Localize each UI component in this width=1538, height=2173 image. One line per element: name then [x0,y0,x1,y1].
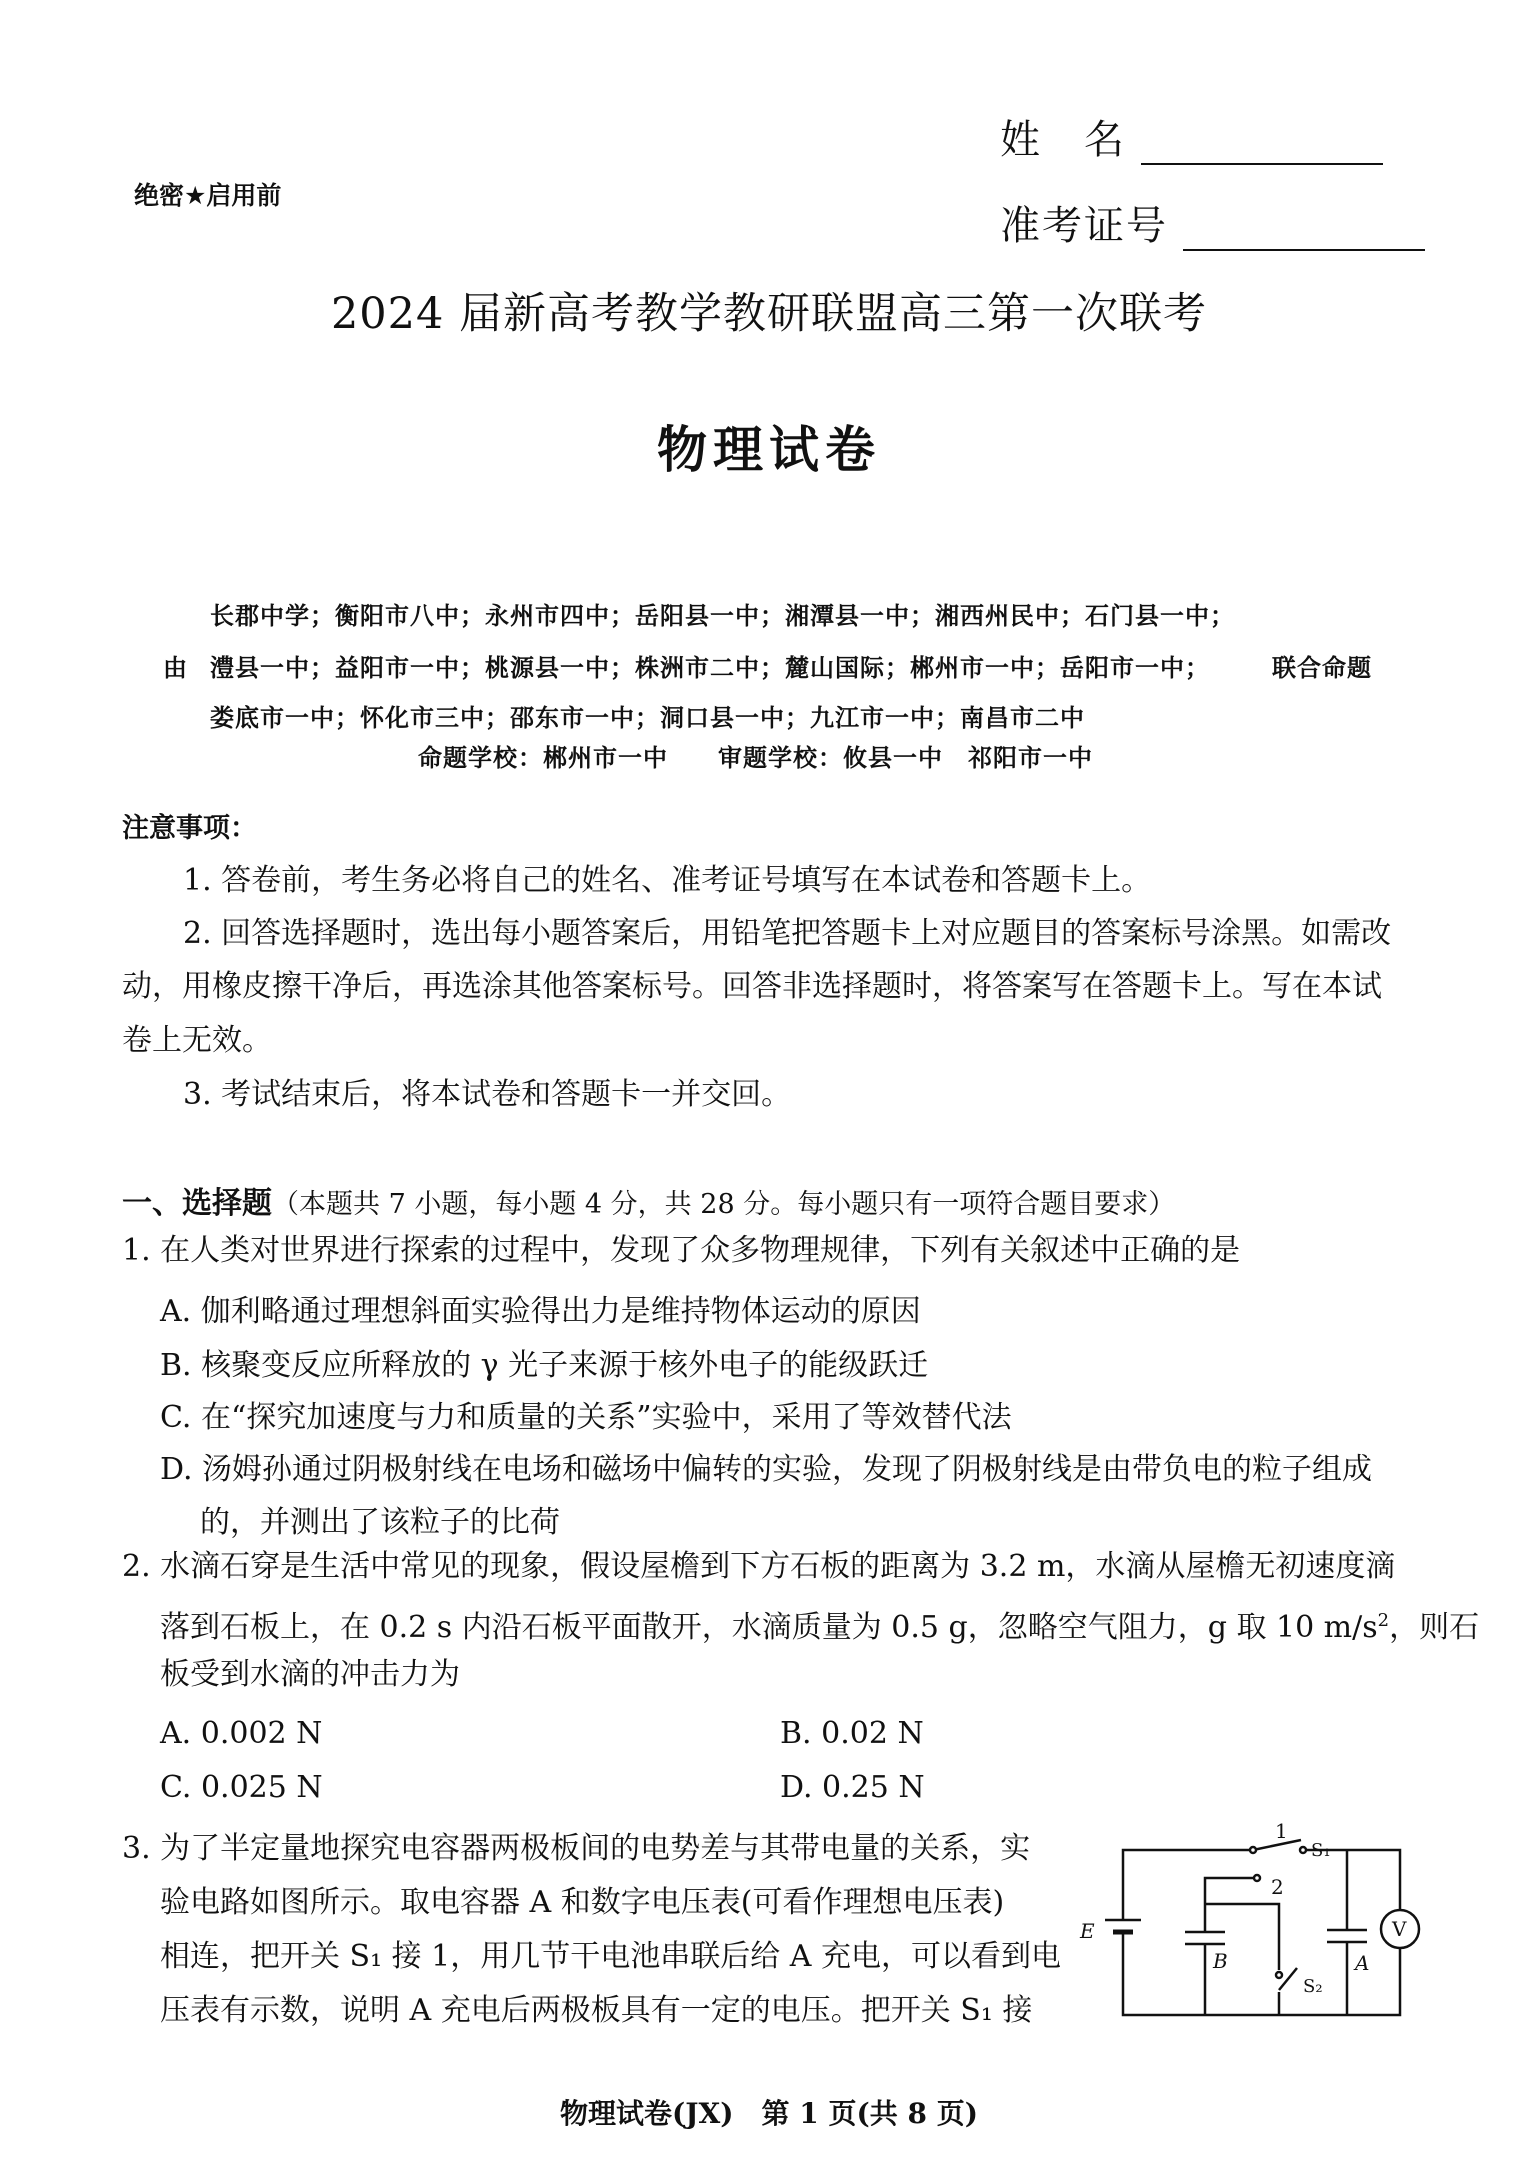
name-blank[interactable] [1141,119,1383,165]
circuit-label-2: 2 [1271,1875,1284,1899]
circuit-label-b: B [1213,1949,1228,1973]
exam-id-field [1000,194,1425,251]
notice-item-2-line-2: 动，用橡皮擦干净后，再选涂其他答案标号。回答非选择题时，将答案写在答题卡上。写在本试 [122,969,1382,1004]
notice-title: 注意事项： [122,813,257,844]
q2-line-1: 2. 水滴石穿是生活中常见的现象，假设屋檐到下方石板的距离为 3.2 m，水滴从屋檐无初速度滴 [122,1549,1396,1584]
q1-option-a[interactable]: A. 伽利略通过理想斜面实验得出力是维持物体运动的原因 [160,1294,921,1329]
exam-id-blank[interactable] [1183,205,1425,251]
q2-line-2a: 落到石板上，在 0.2 s 内沿石板平面散开，水滴质量为 0.5 g，忽略空气阻力，g 取 10 m/s [160,1610,1378,1645]
circuit-label-s2: S₂ [1303,1976,1323,1997]
exam-id-label: 准考证号 [1000,203,1168,249]
circuit-diagram [1075,1820,1435,2040]
q2-option-d[interactable]: D. 0.25 N [780,1770,925,1805]
schools-line-3: 娄底市一中；怀化市三中；邵东市一中；洞口县一中；九江市一中；南昌市二中 [210,703,1085,732]
q3-line-3: 相连，把开关 S₁ 接 1，用几节干电池串联后给 A 充电，可以看到电 [160,1939,1062,1974]
name-field [1000,108,1383,165]
school-makers: 命题学校：郴州市一中 审题学校：攸县一中 祁阳市一中 [418,743,1093,772]
q2-line-3: 板受到水滴的冲击力为 [160,1657,460,1692]
circuit-label-a: A [1355,1951,1370,1975]
q1-option-d[interactable]: D. 汤姆孙通过阴极射线在电场和磁场中偏转的实验，发现了阴极射线是由带负电的粒子组成 [160,1452,1373,1487]
schools-line-1: 长郡中学；衡阳市八中；永州市四中；岳阳县一中；湘潭县一中；湘西州民中；石门县一中； [210,601,1235,630]
circuit-label-s1: S₁ [1311,1840,1331,1861]
q1-stem: 1. 在人类对世界进行探索的过程中，发现了众多物理规律，下列有关叙述中正确的是 [122,1233,1241,1268]
wire-top-left [1123,1850,1253,1868]
q2-line-2b: ，则石 [1389,1610,1480,1645]
q2-option-c[interactable]: C. 0.025 N [160,1770,323,1805]
section-1-heading [122,1178,1175,1222]
section-1-note: （本题共 7 小题，每小题 4 分，共 28 分。每小题只有一项符合题目要求） [272,1189,1176,1220]
q2-option-b[interactable]: B. 0.02 N [780,1716,924,1751]
notice-item-3: 3. 考试结束后，将本试卷和答题卡一并交回。 [183,1077,792,1112]
q1-option-d-cont: 的，并测出了该粒子的比荷 [200,1505,560,1540]
schools-line-2: 澧县一中；益阳市一中；桃源县一中；株洲市二中；麓山国际；郴州市一中；岳阳市一中； [210,653,1210,682]
circuit-label-e: E [1080,1919,1095,1943]
q1-option-c[interactable]: C. 在“探究加速度与力和质量的关系”实验中，采用了等效替代法 [160,1400,1012,1435]
section-1-title: 一、选择题 [122,1186,272,1221]
q1-option-b[interactable]: B. 核聚变反应所释放的 γ 光子来源于核外电子的能级跃迁 [160,1348,929,1383]
exam-title: 2024 届新高考教学教研联盟高三第一次联考 [330,289,1208,339]
q2-option-a[interactable]: A. 0.002 N [160,1716,323,1751]
q3-line-4: 压表有示数，说明 A 充电后两极板具有一定的电压。把开关 S₁ 接 [160,1993,1033,2028]
schools-prefix: 由 [163,653,188,682]
switch-s2-blade [1279,1968,1297,1990]
q2-line-2 [160,1594,1479,1655]
notice-item-2-line-1: 2. 回答选择题时，选出每小题答案后，用铅笔把答题卡上对应题目的答案标号涂黑。如需改 [183,916,1392,951]
circuit-label-v: V [1392,1917,1407,1941]
notice-item-2-line-3: 卷上无效。 [122,1023,272,1058]
subject-title: 物理试卷 [657,420,881,479]
circuit-label-1: 1 [1275,1820,1288,1843]
page-footer: 物理试卷(JX) 第 1 页(共 8 页) [560,2097,978,2130]
q3-line-2: 验电路如图所示。取电容器 A 和数字电压表(可看作理想电压表) [160,1885,1005,1920]
confidential-label: 绝密★启用前 [134,181,282,210]
schools-suffix: 联合命题 [1272,653,1372,682]
q3-line-1: 3. 为了半定量地探究电容器两极板间的电势差与其带电量的关系，实 [122,1831,1031,1866]
q2-exponent: 2 [1377,1610,1390,1631]
name-label: 姓 名 [1000,117,1126,163]
notice-item-1: 1. 答卷前，考生务必将自己的姓名、准考证号填写在本试卷和答题卡上。 [183,863,1152,898]
